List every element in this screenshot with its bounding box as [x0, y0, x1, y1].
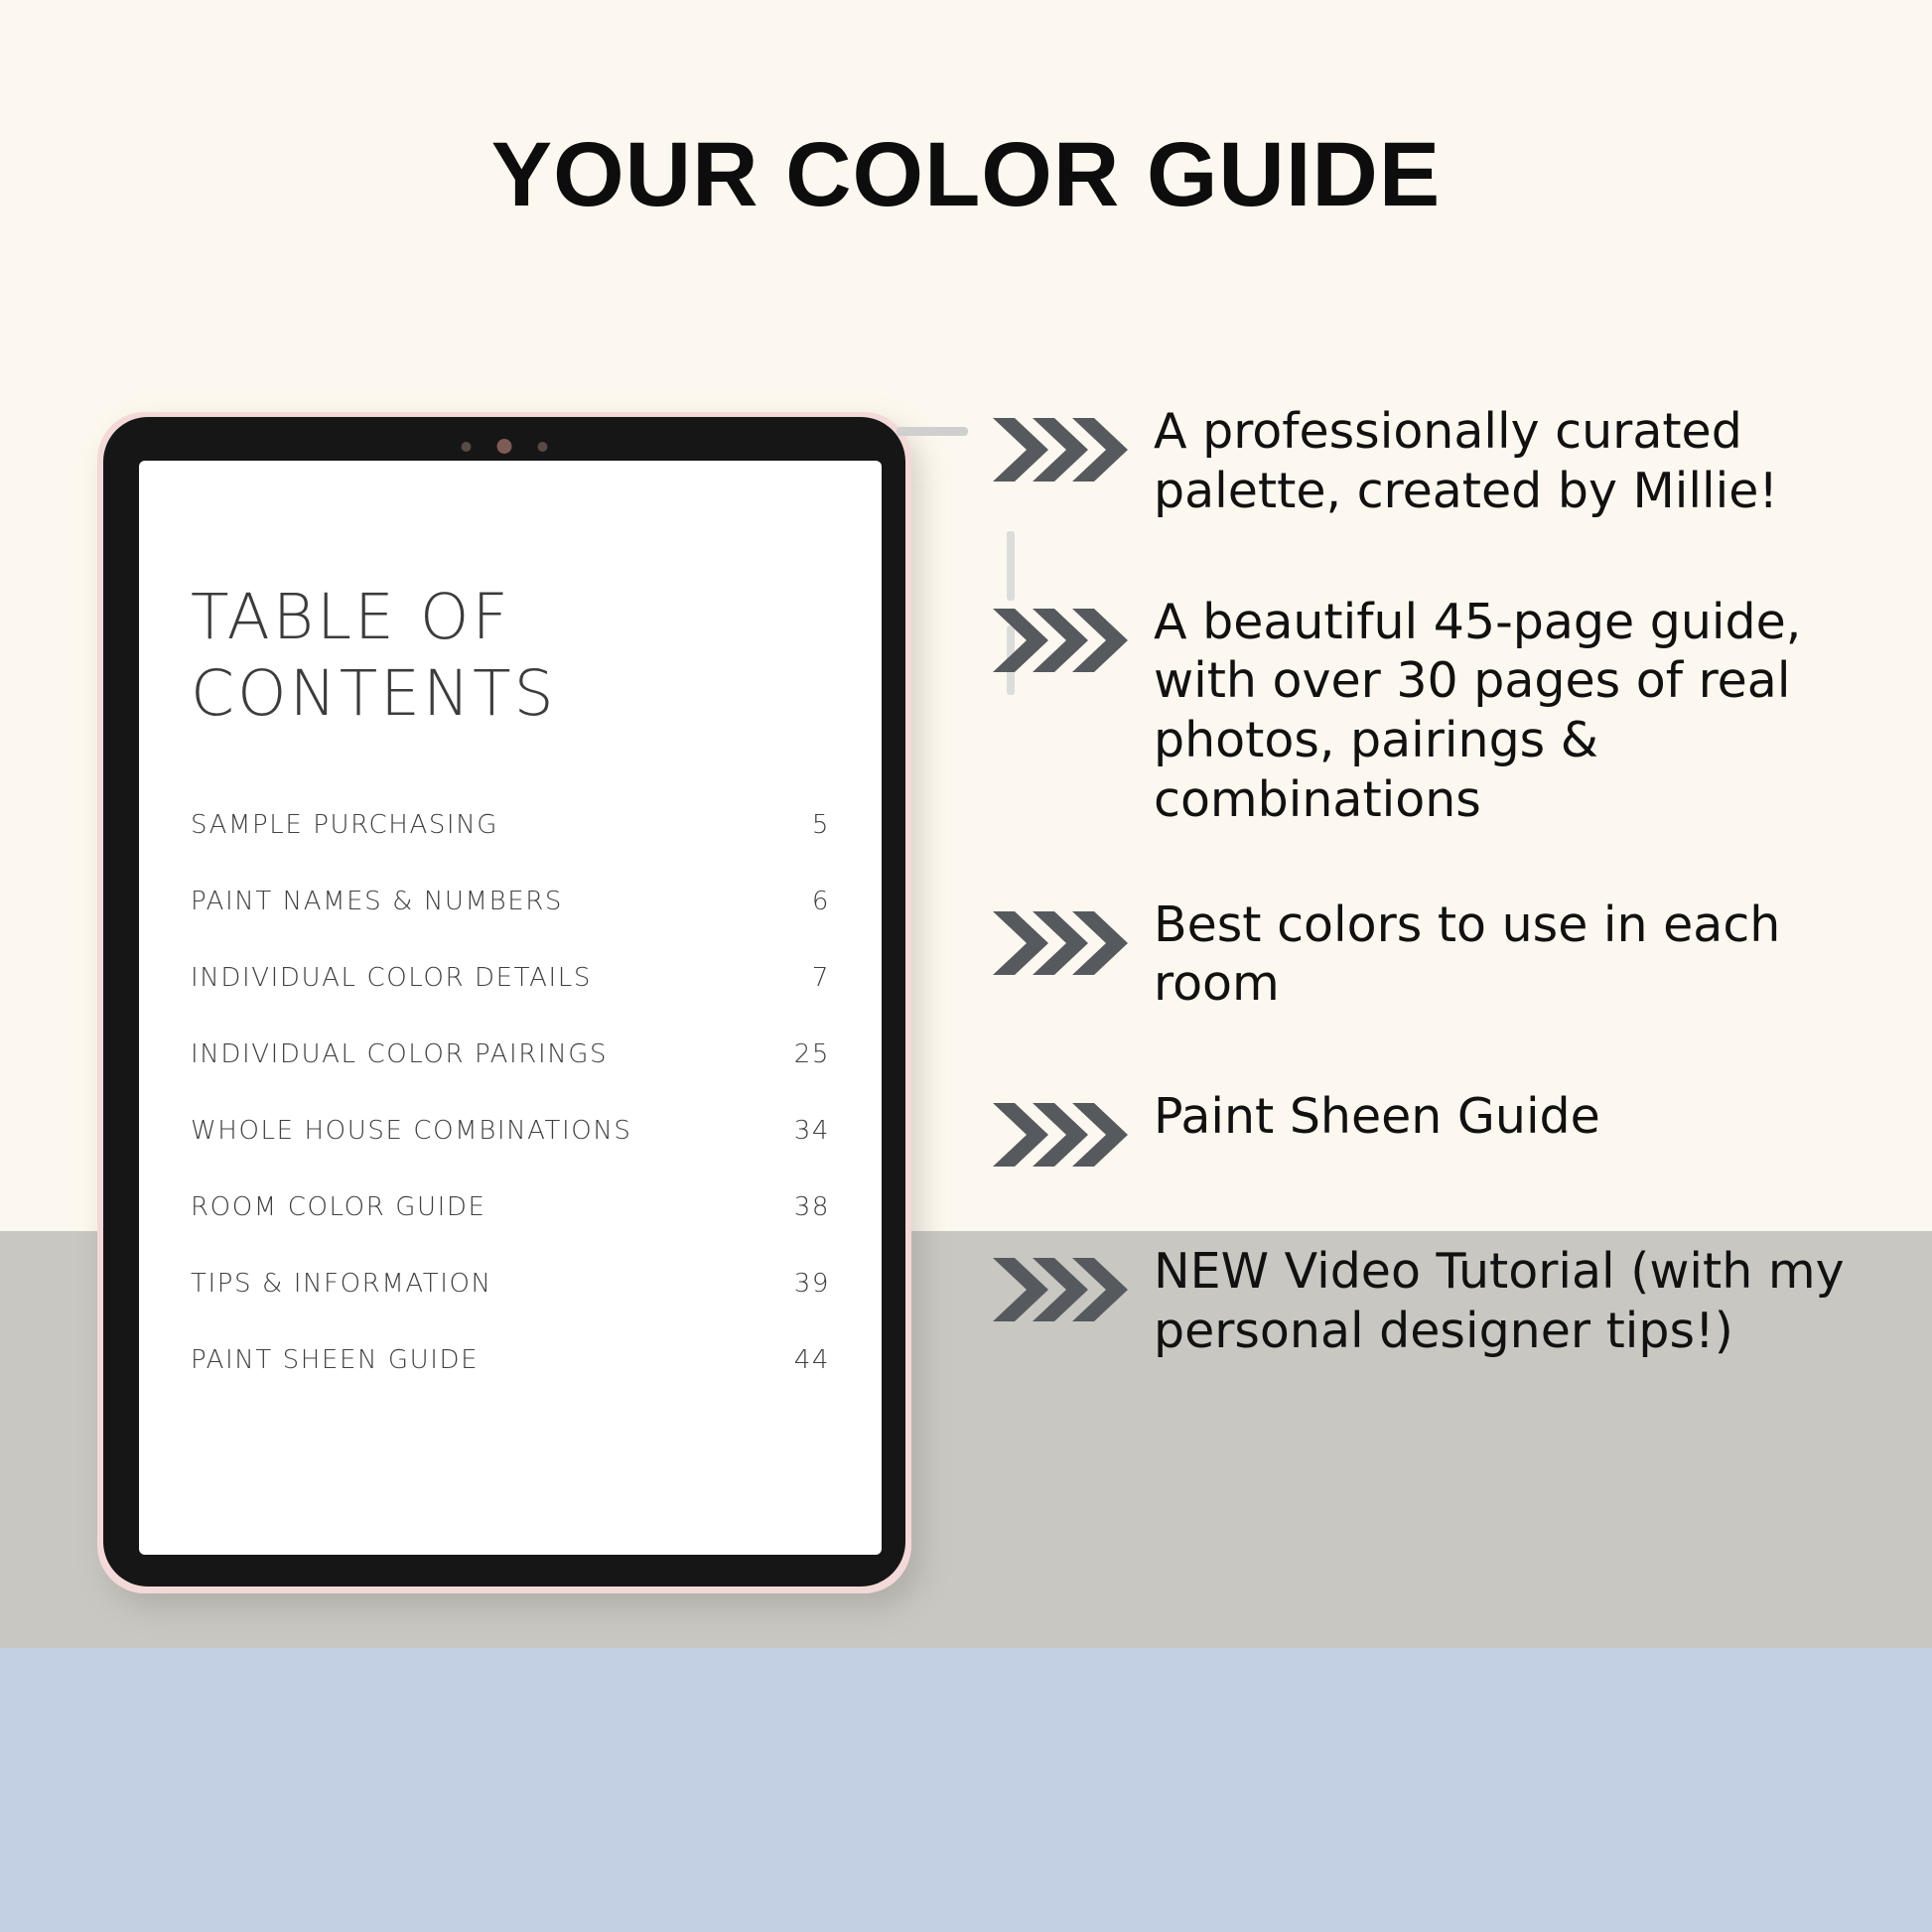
toc-row	[191, 1269, 830, 1299]
sensor-dot-icon	[462, 442, 472, 452]
tablet-bezel	[103, 417, 905, 1587]
toc-item-label: PAINT SHEEN GUIDE	[191, 1344, 480, 1375]
triple-chevron-icon	[993, 1099, 1132, 1171]
toc-item-page: 38	[793, 1191, 830, 1222]
feature-list	[993, 402, 1866, 1421]
toc-item-page: 44	[793, 1344, 830, 1375]
toc-item-label: INDIVIDUAL COLOR DETAILS	[191, 962, 592, 993]
toc-row	[191, 1192, 830, 1222]
toc-row	[191, 963, 830, 993]
toc-row	[191, 1116, 830, 1146]
feature-text: A beautiful 45-page guide, with over 30 pages of real photos, pairings & combinations	[1154, 593, 1802, 828]
toc-row	[191, 1345, 830, 1375]
toc-item-page: 5	[811, 809, 830, 840]
triple-chevron-icon	[993, 414, 1132, 485]
sensor-dot-icon	[538, 442, 548, 452]
triple-chevron-icon	[993, 1254, 1132, 1325]
feature-text: Paint Sheen Guide	[1154, 1088, 1600, 1146]
feature-text: NEW Video Tutorial (with my personal designer tips!)	[1154, 1243, 1845, 1359]
toc-item-label: WHOLE HOUSE COMBINATIONS	[191, 1115, 632, 1146]
toc-row	[191, 810, 830, 840]
toc-list	[191, 810, 830, 1375]
toc-item-page: 34	[793, 1115, 830, 1146]
toc-heading: TABLE OF CONTENTS	[191, 581, 557, 730]
feature-item	[993, 1242, 1866, 1361]
toc-item-label: TIPS & INFORMATION	[191, 1268, 492, 1299]
feature-item	[993, 402, 1866, 521]
feature-item	[993, 1087, 1866, 1171]
toc-item-page: 39	[793, 1268, 830, 1299]
toc-item-page: 7	[811, 962, 830, 993]
background-band-blue	[0, 1648, 1932, 1932]
toc-item-label: PAINT NAMES & NUMBERS	[191, 886, 564, 916]
toc-row	[191, 1039, 830, 1069]
page-title: YOUR COLOR GUIDE	[490, 124, 1442, 225]
feature-text: Best colors to use in each room	[1154, 896, 1781, 1013]
feature-text: A professionally curated palette, created by Millie!	[1154, 403, 1779, 519]
tablet-top-button	[897, 427, 968, 436]
triple-chevron-icon	[993, 605, 1132, 676]
tablet-camera-sensors	[462, 439, 548, 454]
triple-chevron-icon	[993, 907, 1132, 979]
toc-item-page: 6	[811, 886, 830, 916]
feature-item	[993, 593, 1866, 830]
toc-item-label: INDIVIDUAL COLOR PAIRINGS	[191, 1038, 609, 1069]
feature-item	[993, 896, 1866, 1015]
toc-item-label: ROOM COLOR GUIDE	[191, 1191, 486, 1222]
toc-item-page: 25	[793, 1038, 830, 1069]
toc-item-label: SAMPLE PURCHASING	[191, 809, 499, 840]
tablet-screen	[139, 461, 882, 1555]
camera-lens-icon	[497, 439, 512, 454]
toc-row	[191, 887, 830, 916]
tablet-mockup	[97, 412, 921, 1608]
